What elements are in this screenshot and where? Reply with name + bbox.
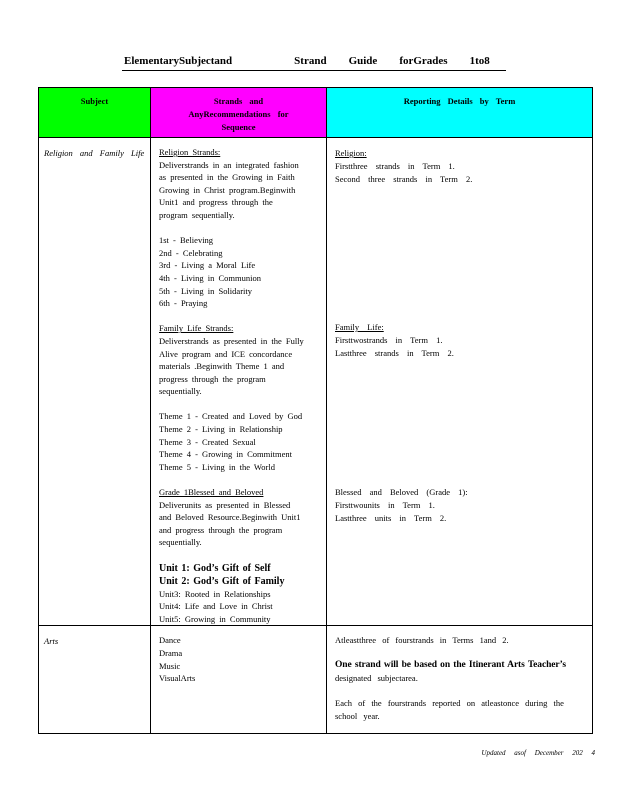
reporting-family-heading: Family Life: [335, 322, 384, 332]
table-header-row [39, 88, 592, 138]
header-subject-label: Subject [80, 96, 109, 106]
text-line: Drama [159, 647, 183, 658]
arts-reporting-line2: designated subjectarea. [335, 673, 418, 684]
spacer [159, 310, 322, 323]
arts-strands-cell [151, 626, 327, 733]
reporting-religion-heading: Religion: [335, 148, 367, 158]
text-line: Theme 5 - Living in the World [159, 461, 275, 472]
text-line: Firstthree strands in Term 1. [335, 160, 455, 171]
title-part: forGrades [399, 55, 448, 67]
text-line: Firsttwounits in Term 1. [335, 499, 435, 510]
text-line: AnyRecommendations for [188, 108, 289, 119]
footer-updated-note: Updated asof December 202 4 [481, 749, 595, 757]
grade1-paragraph [159, 499, 322, 549]
text-line: progress through the program [159, 373, 266, 384]
text-line: Unit 2: God’s Gift of Family [159, 575, 285, 587]
text-line: 4th - Living in Communion [159, 272, 261, 283]
text-line: Firsttwostrands in Term 1. [335, 334, 443, 345]
text-line: materials .Beginwith Theme 1 and [159, 361, 285, 372]
text-line: program sequentially. [159, 209, 235, 220]
reporting-grade1-section [335, 486, 590, 524]
title-part: ElementarySubjectand [124, 55, 233, 67]
title-part: 1to8 [469, 55, 490, 67]
text-line: Lastthree strands in Term 2. [335, 347, 454, 358]
spacer [159, 473, 322, 486]
text-line: Unit4: Life and Love in Christ [159, 601, 273, 612]
text-line: Strands and [213, 96, 264, 106]
text-line: Unit 1: God’s Gift of Self [159, 562, 271, 574]
arts-reporting-bold-line: One strand will be based on the Itinerant Arts Teacher’s [335, 660, 566, 671]
spacer [335, 685, 588, 698]
religion-strand-list [159, 234, 322, 310]
text-line: Unit1 and progress through the [159, 197, 273, 208]
text-line: Growing in Christ program.Beginwith [159, 184, 296, 195]
text-line: Theme 4 - Growing in Commitment [159, 449, 292, 460]
text-line: Dance [159, 635, 181, 645]
arts-reporting-cell [327, 626, 592, 733]
text-line: 6th - Praying [159, 298, 208, 309]
religion-strands-paragraph [159, 159, 322, 222]
text-line: school year. [335, 710, 380, 721]
text-line: Blessed and Beloved (Grade 1): [335, 487, 468, 497]
text-line: and Beloved Resource.Beginwith Unit1 [159, 512, 301, 523]
family-life-theme-list [159, 410, 322, 473]
religion-strands-heading: Religion Strands: [159, 147, 221, 157]
text-line: Theme 2 - Living in Relationship [159, 424, 283, 435]
subject-strand-table [38, 87, 593, 734]
text-line: 3rd - Living a Moral Life [159, 260, 256, 271]
header-cell-strands [151, 88, 327, 138]
text-line: and progress through the program [159, 524, 283, 535]
text-line: Music [159, 660, 181, 671]
header-cell-subject [39, 88, 151, 138]
spacer [159, 549, 322, 562]
arts-subject-cell: Arts [39, 626, 151, 733]
title-part: Guide [348, 55, 378, 67]
unit-list-bold [159, 562, 322, 588]
text-line: sequentially. [159, 537, 202, 548]
text-line: 2nd - Celebrating [159, 247, 223, 258]
table-row-arts [39, 626, 592, 733]
table-row-religion [39, 138, 592, 626]
text-line: Unit3: Rooted in Relationships [159, 588, 271, 599]
text-line: Deliverstrands in an integrated fashion [159, 159, 299, 170]
reporting-family-lines [335, 334, 590, 360]
text-line: Each of the fourstrands reported on atleastonce during the [335, 698, 564, 709]
spacer [335, 647, 588, 660]
text-line: Deliverstrands as presented in the Fully [159, 335, 304, 346]
header-cell-reporting [327, 88, 592, 138]
text-line: Unit5: Growing in Community [159, 613, 271, 624]
title-part: Strand [294, 55, 327, 67]
text-line: Theme 3 - Created Sexual [159, 436, 256, 447]
text-line: sequentially. [159, 386, 202, 397]
arts-reporting-paragraph [335, 697, 588, 722]
reporting-religion-lines [335, 160, 590, 186]
text-line: VisualArts [159, 673, 196, 684]
text-line: Theme 1 - Created and Loved by God [159, 411, 303, 422]
text-line: 1st - Believing [159, 235, 214, 246]
text-line: 5th - Living in Solidarity [159, 285, 252, 296]
spacer [159, 222, 322, 235]
family-life-strands-heading: Family Life Strands: [159, 323, 234, 334]
reporting-family-section [335, 321, 590, 359]
family-life-paragraph [159, 335, 322, 398]
spacer [159, 398, 322, 411]
religion-reporting-cell [327, 138, 592, 626]
text-line: Sequence [221, 121, 256, 132]
text-line: Second three strands in Term 2. [335, 173, 473, 184]
reporting-grade1-lines [335, 486, 590, 524]
religion-subject-cell: Religion and Family Life [39, 138, 151, 626]
page-title [122, 55, 506, 71]
text-line: as presented in the Growing in Faith [159, 172, 295, 183]
arts-reporting-line1: Atleastthree of fourstrands in Terms 1and 2. [335, 635, 509, 645]
text-line: Alive program and ICE concordance [159, 348, 293, 359]
grade1-heading: Grade 1Blessed and Beloved [159, 487, 264, 498]
reporting-religion-section [335, 147, 590, 185]
religion-strands-cell [151, 138, 327, 626]
text-line: Deliverunits as presented in Blessed [159, 499, 291, 510]
header-reporting-label: Reporting Details by Term [403, 96, 516, 106]
text-line: Lastthree units in Term 2. [335, 512, 447, 523]
unit-list [159, 588, 322, 626]
